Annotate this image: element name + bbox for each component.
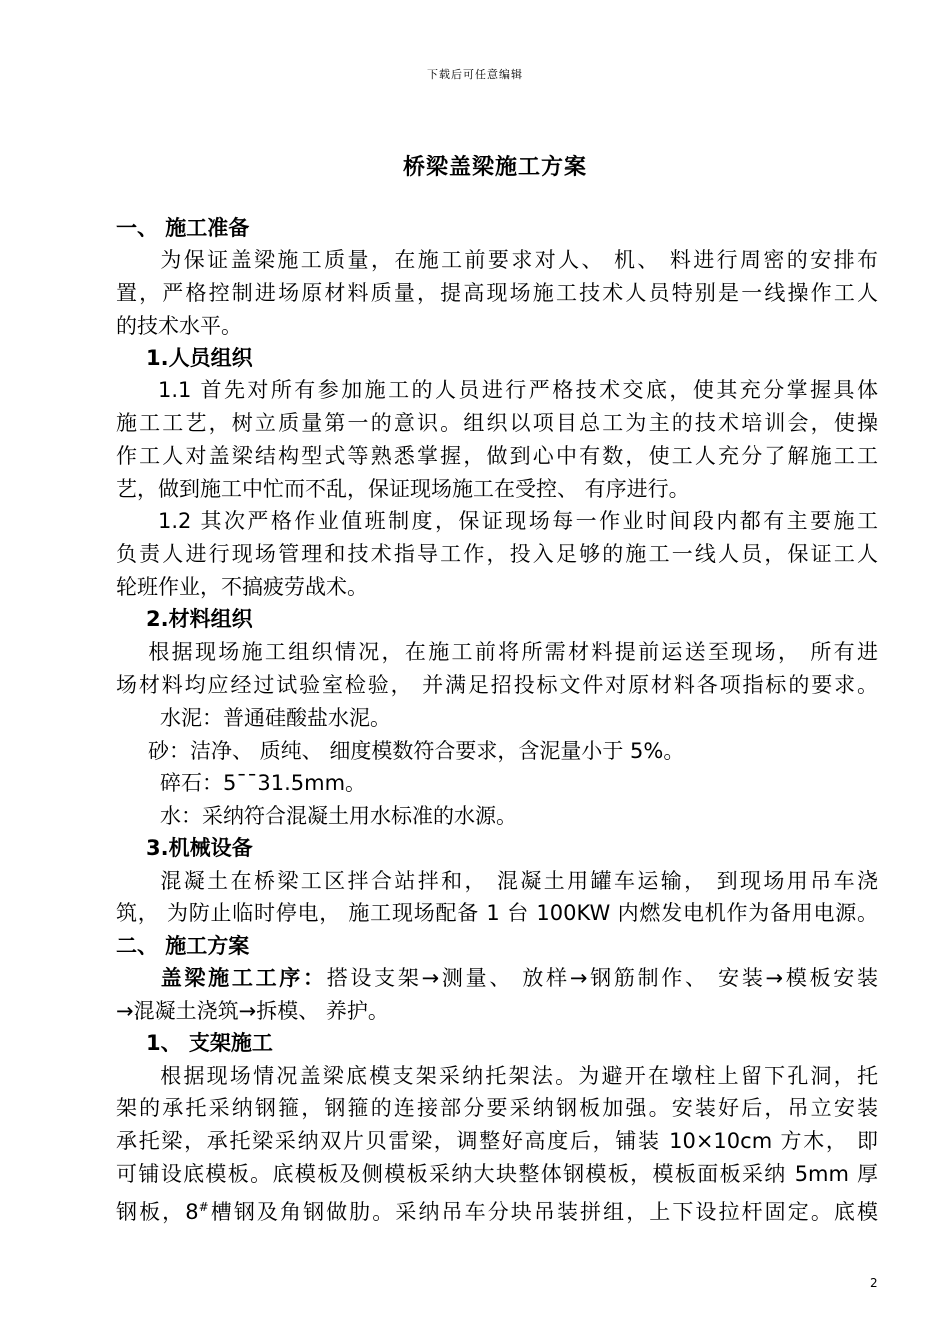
- section-heading-preparation: 一、 施工准备: [116, 216, 250, 240]
- paragraph-line: 1.2 其次严格作业值班制度，保证现场每一作业时间段内都有主要施工: [158, 509, 878, 533]
- section-heading-plan: 二、 施工方案: [116, 934, 250, 958]
- material-water: 水：采纳符合混凝土用水标准的水源。: [160, 804, 517, 828]
- subheading-personnel: 1.人员组织: [146, 346, 253, 370]
- paragraph-line: 负责人进行现场管理和技术指导工作，投入足够的施工一线人员，保证工人: [116, 542, 878, 566]
- subheading-materials: 2.材料组织: [146, 607, 253, 631]
- paragraph-line: 施工工艺，树立质量第一的意识。组织以项目总工为主的技术培训会，使操: [116, 411, 878, 435]
- paragraph-line: 混凝土在桥梁工区拌合站拌和， 混凝土用罐车运输， 到现场用吊车浇: [158, 869, 878, 893]
- paragraph-line: 的技术水平。: [116, 314, 242, 338]
- paragraph-line: 为保证盖梁施工质量，在施工前要求对人、 机、 料进行周密的安排布: [158, 248, 878, 272]
- paragraph-line: 置，严格控制进场原材料质量，提高现场施工技术人员特别是一线操作工人: [116, 281, 878, 305]
- material-gravel: 碎石：5¯¯31.5mm。: [160, 771, 367, 795]
- paragraph-line: 盖梁施工工序：搭设支架→测量、 放样→钢筋制作、 安装→模板安装: [158, 966, 878, 990]
- paragraph-line: 轮班作业，不搞疲劳战术。: [116, 575, 368, 599]
- page-number: 2: [870, 1276, 878, 1290]
- paragraph-line: 场材料均应经过试验室检验， 并满足招投标文件对原材料各项指标的要求。: [116, 673, 878, 697]
- subheading-support: 1、 支架施工: [146, 1031, 273, 1055]
- paragraph-line: 艺，做到施工中忙而不乱，保证现场施工在受控、 有序进行。: [116, 477, 690, 501]
- paragraph-line: 钢板，8#槽钢及角钢做肋。采纳吊车分块吊装拼组，上下设拉杆固定。底模: [116, 1200, 878, 1224]
- paragraph-line: 可铺设底模板。底模板及侧模板采纳大块整体钢模板，模板面板采纳 5mm 厚: [116, 1162, 878, 1186]
- document-title: 桥梁盖梁施工方案: [402, 155, 587, 180]
- material-cement: 水泥：普通硅酸盐水泥。: [160, 706, 391, 730]
- paragraph-line: 筑， 为防止临时停电， 施工现场配备 1 台 100KW 内燃发电机作为备用电源。: [116, 901, 878, 925]
- paragraph-line: 根据现场情况盖梁底模支架采纳托架法。为避开在墩柱上留下孔洞，托: [158, 1064, 878, 1088]
- superscript-mark: #: [198, 1200, 209, 1214]
- paragraph-line: 承托梁，承托梁采纳双片贝雷梁，调整好高度后，铺装 10×10cm 方木， 即: [116, 1129, 878, 1153]
- paragraph-line: 根据现场施工组织情况，在施工前将所需材料提前运送至现场， 所有进: [146, 640, 878, 664]
- paragraph-line: 作工人对盖梁结构型式等熟悉掌握，做到心中有数，使工人充分了解施工工: [116, 444, 878, 468]
- paragraph-line: →混凝土浇筑→拆模、 养护。: [116, 999, 389, 1023]
- paragraph-line: 架的承托采纳钢箍，钢箍的连接部分要采纳钢板加强。安装好后，吊立安装: [116, 1096, 878, 1120]
- material-sand: 砂：洁净、 质纯、 细度模数符合要求，含泥量小于 5%。: [148, 739, 685, 763]
- paragraph-line: 1.1 首先对所有参加施工的人员进行严格技术交底，使其充分掌握具体: [158, 378, 878, 402]
- subheading-machinery: 3.机械设备: [146, 836, 253, 860]
- header-note: 下载后可任意编辑: [427, 68, 523, 81]
